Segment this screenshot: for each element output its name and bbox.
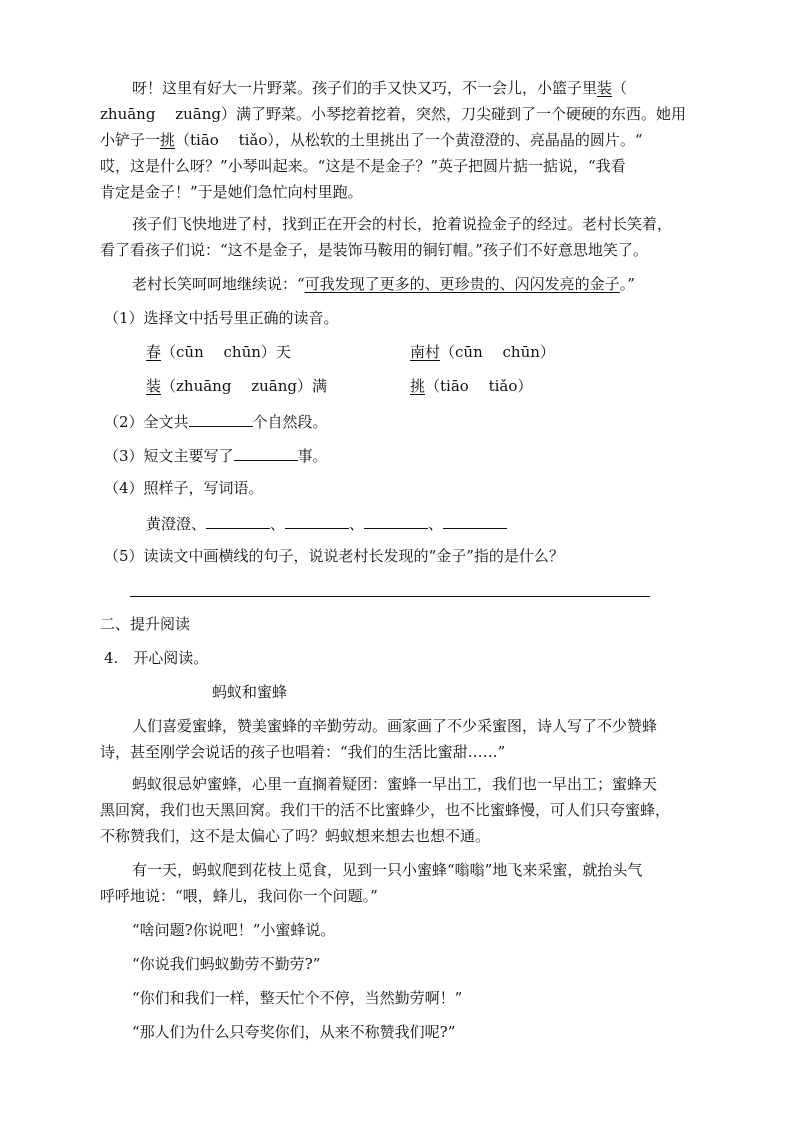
story-line: 诗，甚至刚学会说话的孩子也唱着：“我们的生活比蜜甜……” <box>100 743 506 761</box>
story-line: 有一天，蚂蚁爬到花枝上觅食，见到一只小蜜蜂“嗡嗡”地飞来采蜜，就抬头气 <box>132 861 643 879</box>
text-run: （tiāo tiǎo），从松软的土里挑出了一个黄澄澄的、亮晶晶的圆片。“ <box>175 131 643 149</box>
question-2 <box>104 410 328 432</box>
answer-line[interactable] <box>130 596 650 597</box>
story-line: 呼呼地说：“喂，蜂儿，我问你一个问题。” <box>100 887 378 905</box>
answer-blank[interactable] <box>443 512 507 529</box>
text-run: （3）短文主要写了 <box>104 447 234 465</box>
text-run: 个自然段。 <box>252 413 328 431</box>
passage-line: 哎，这是什么呀？”小琴叫起来。“这是不是金子？”英子把圆片掂一掂说，“我看 <box>100 157 626 175</box>
pinyin-options: （tiāo tiǎo） <box>425 377 533 395</box>
answer-blank[interactable] <box>206 512 270 529</box>
answer-blank[interactable] <box>285 512 349 529</box>
section-heading: 二、提升阅读 <box>100 615 191 633</box>
target-char: 装 <box>146 377 162 395</box>
story-line: 黑回窝，我们也天黑回窝。我们干的活不比蜜蜂少，也不比蜜蜂慢，可人们只夸蜜蜂， <box>100 801 671 819</box>
text-run: （2）全文共 <box>104 413 189 431</box>
pinyin-options: （cūn chūn） <box>440 343 555 361</box>
question-1: （1）选择文中括号里正确的读音。 <box>104 309 339 327</box>
story-title: 蚂蚁和蜜蜂 <box>212 683 288 701</box>
dialogue-line: “你们和我们一样，整天忙个不停，当然勤劳啊！” <box>132 989 463 1007</box>
pinyin-choice <box>410 376 532 396</box>
passage-line <box>132 274 635 294</box>
text-run: （ <box>612 79 628 97</box>
dialogue-line: “啥问题?你说吧！”小蜜蜂说。 <box>132 921 336 939</box>
passage-line: 肯定是金子！”于是她们急忙向村里跑。 <box>100 183 363 201</box>
target-char: 挑 <box>410 377 426 395</box>
item-label: 4. 开心阅读。 <box>104 649 209 667</box>
passage-line: 看了看孩子们说：“这不是金子，是装饰马鞍用的铜钉帽。”孩子们不好意思地笑了。 <box>100 241 648 259</box>
target-char: 春 <box>146 343 162 361</box>
text-run: 小铲子一 <box>100 131 161 149</box>
question-5: （5）读读文中画横线的句子，说说老村长发现的“金子”指的是什么？ <box>104 547 564 565</box>
pinyin-options: （zhuāng zuāng）满 <box>161 377 327 395</box>
story-line: 蚂蚁很忌妒蜜蜂，心里一直搁着疑团：蜜蜂一早出工，我们也一早出工；蜜蜂天 <box>132 775 658 793</box>
question-4: （4）照样子，写词语。 <box>104 479 264 497</box>
underlined-sentence: 可我发现了更多的、更珍贵的、闪闪发亮的金子 <box>304 275 620 293</box>
example-word: 黄澄澄、 <box>146 515 207 533</box>
answer-blank[interactable] <box>234 444 298 461</box>
text-run: 呀！这里有好大一片野菜。孩子们的手又快又巧，不一会儿，小篮子里 <box>132 79 598 97</box>
underlined-word: 装 <box>597 79 613 97</box>
story-line: 不称赞我们，这不是太偏心了吗？蚂蚁想来想去也想不通。 <box>100 827 491 845</box>
dialogue-line: “你说我们蚂蚁勤劳不勤劳?” <box>132 955 321 973</box>
separator: 、 <box>349 515 365 533</box>
text-run: 。” <box>619 275 635 293</box>
passage-line: zhuāng zuāng）满了野菜。小琴挖着挖着，突然，刀尖碰到了一个硬硬的东西。她用 <box>100 105 686 123</box>
pinyin-options: （cūn chūn）天 <box>161 343 291 361</box>
passage-line: 孩子们飞快地进了村，找到正在开会的村长，抢着说捡金子的经过。老村长笑着， <box>132 215 673 233</box>
passage-line <box>100 130 643 150</box>
question-3 <box>104 444 328 466</box>
passage-line <box>132 78 627 98</box>
pinyin-choice <box>146 376 327 396</box>
dialogue-line: “那人们为什么只夸奖你们，从来不称赞我们呢?” <box>132 1023 456 1041</box>
story-line: 人们喜爱蜜蜂，赞美蜜蜂的辛勤劳动。画家画了不少采蜜图，诗人写了不少赞蜂 <box>132 717 658 735</box>
underlined-word: 挑 <box>160 131 176 149</box>
separator: 、 <box>270 515 286 533</box>
word-example-row <box>146 512 507 534</box>
separator: 、 <box>428 515 444 533</box>
answer-blank[interactable] <box>189 410 253 427</box>
text-run: 事。 <box>297 447 328 465</box>
answer-blank[interactable] <box>364 512 428 529</box>
target-char: 南村 <box>410 343 441 361</box>
text-run: 老村长笑呵呵地继续说：“ <box>132 275 305 293</box>
pinyin-choice <box>146 342 291 362</box>
pinyin-choice <box>410 342 555 362</box>
